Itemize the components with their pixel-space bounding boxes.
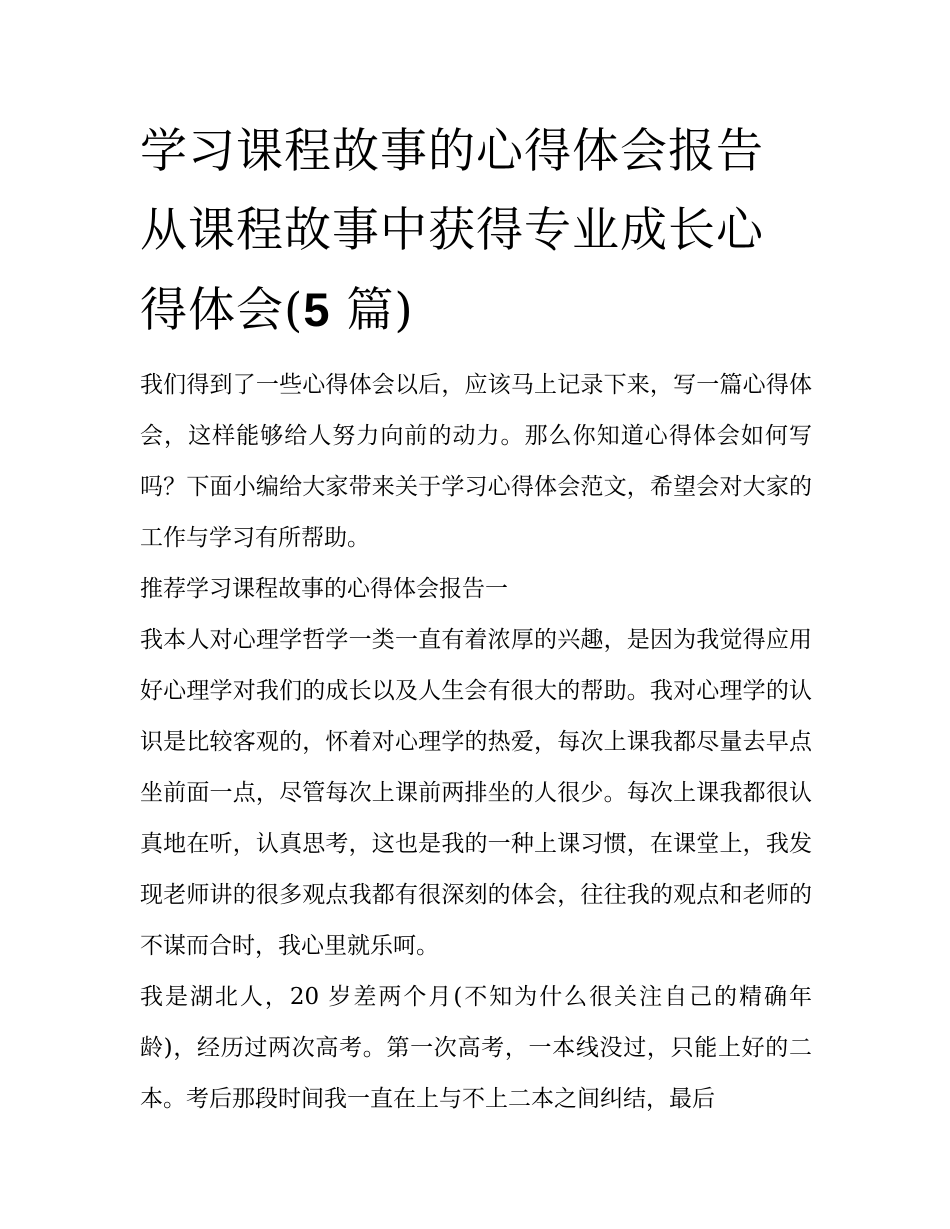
body-paragraph: 我本人对心理学哲学一类一直有着浓厚的兴趣，是因为我觉得应用好心理学对我们的成长以及人生会有很大的帮助。我对心理学的认识是比较客观的，怀着对心理学的热爱，每次上课我都尽量去早点坐前面一点，尽管每次上课前两排坐的人很少。每次上课我都很认真地在听，认真思考，这也是我的一种上课习惯，在课堂上，我发现老师讲的很多观点我都有很深刻的体会，往往我的观点和老师的不谋而合时，我心里就乐呵。 xyxy=(140,627,812,959)
title-line-2: 从课程故事中获得专业成长心 xyxy=(140,203,764,258)
title-line-3-prefix: 得体会( xyxy=(140,283,304,338)
document-title xyxy=(140,112,812,350)
section-heading: 推荐学习课程故事的心得体会报告一 xyxy=(140,576,508,602)
intro-paragraph: 我们得到了一些心得体会以后，应该马上记录下来，写一篇心得体会，这样能够给人努力向前的动力。那么你知道心得体会如何写吗？下面小编给大家带来关于学习心得体会范文，希望会对大家的工作与学习有所帮助。 xyxy=(140,372,812,551)
title-count: 5 xyxy=(303,283,331,336)
body-paragraph: 我是湖北人，20 岁差两个月(不知为什么很关注自己的精确年龄)，经历过两次高考。第一次高考，一本线没过，只能上好的二本。考后那段时间我一直在上与不上二本之间纠结，最后 xyxy=(140,984,812,1112)
document-body xyxy=(140,112,812,1125)
title-line-1: 学习课程故事的心得体会报告 xyxy=(140,124,764,179)
title-line-3-suffix: 篇) xyxy=(330,283,414,338)
